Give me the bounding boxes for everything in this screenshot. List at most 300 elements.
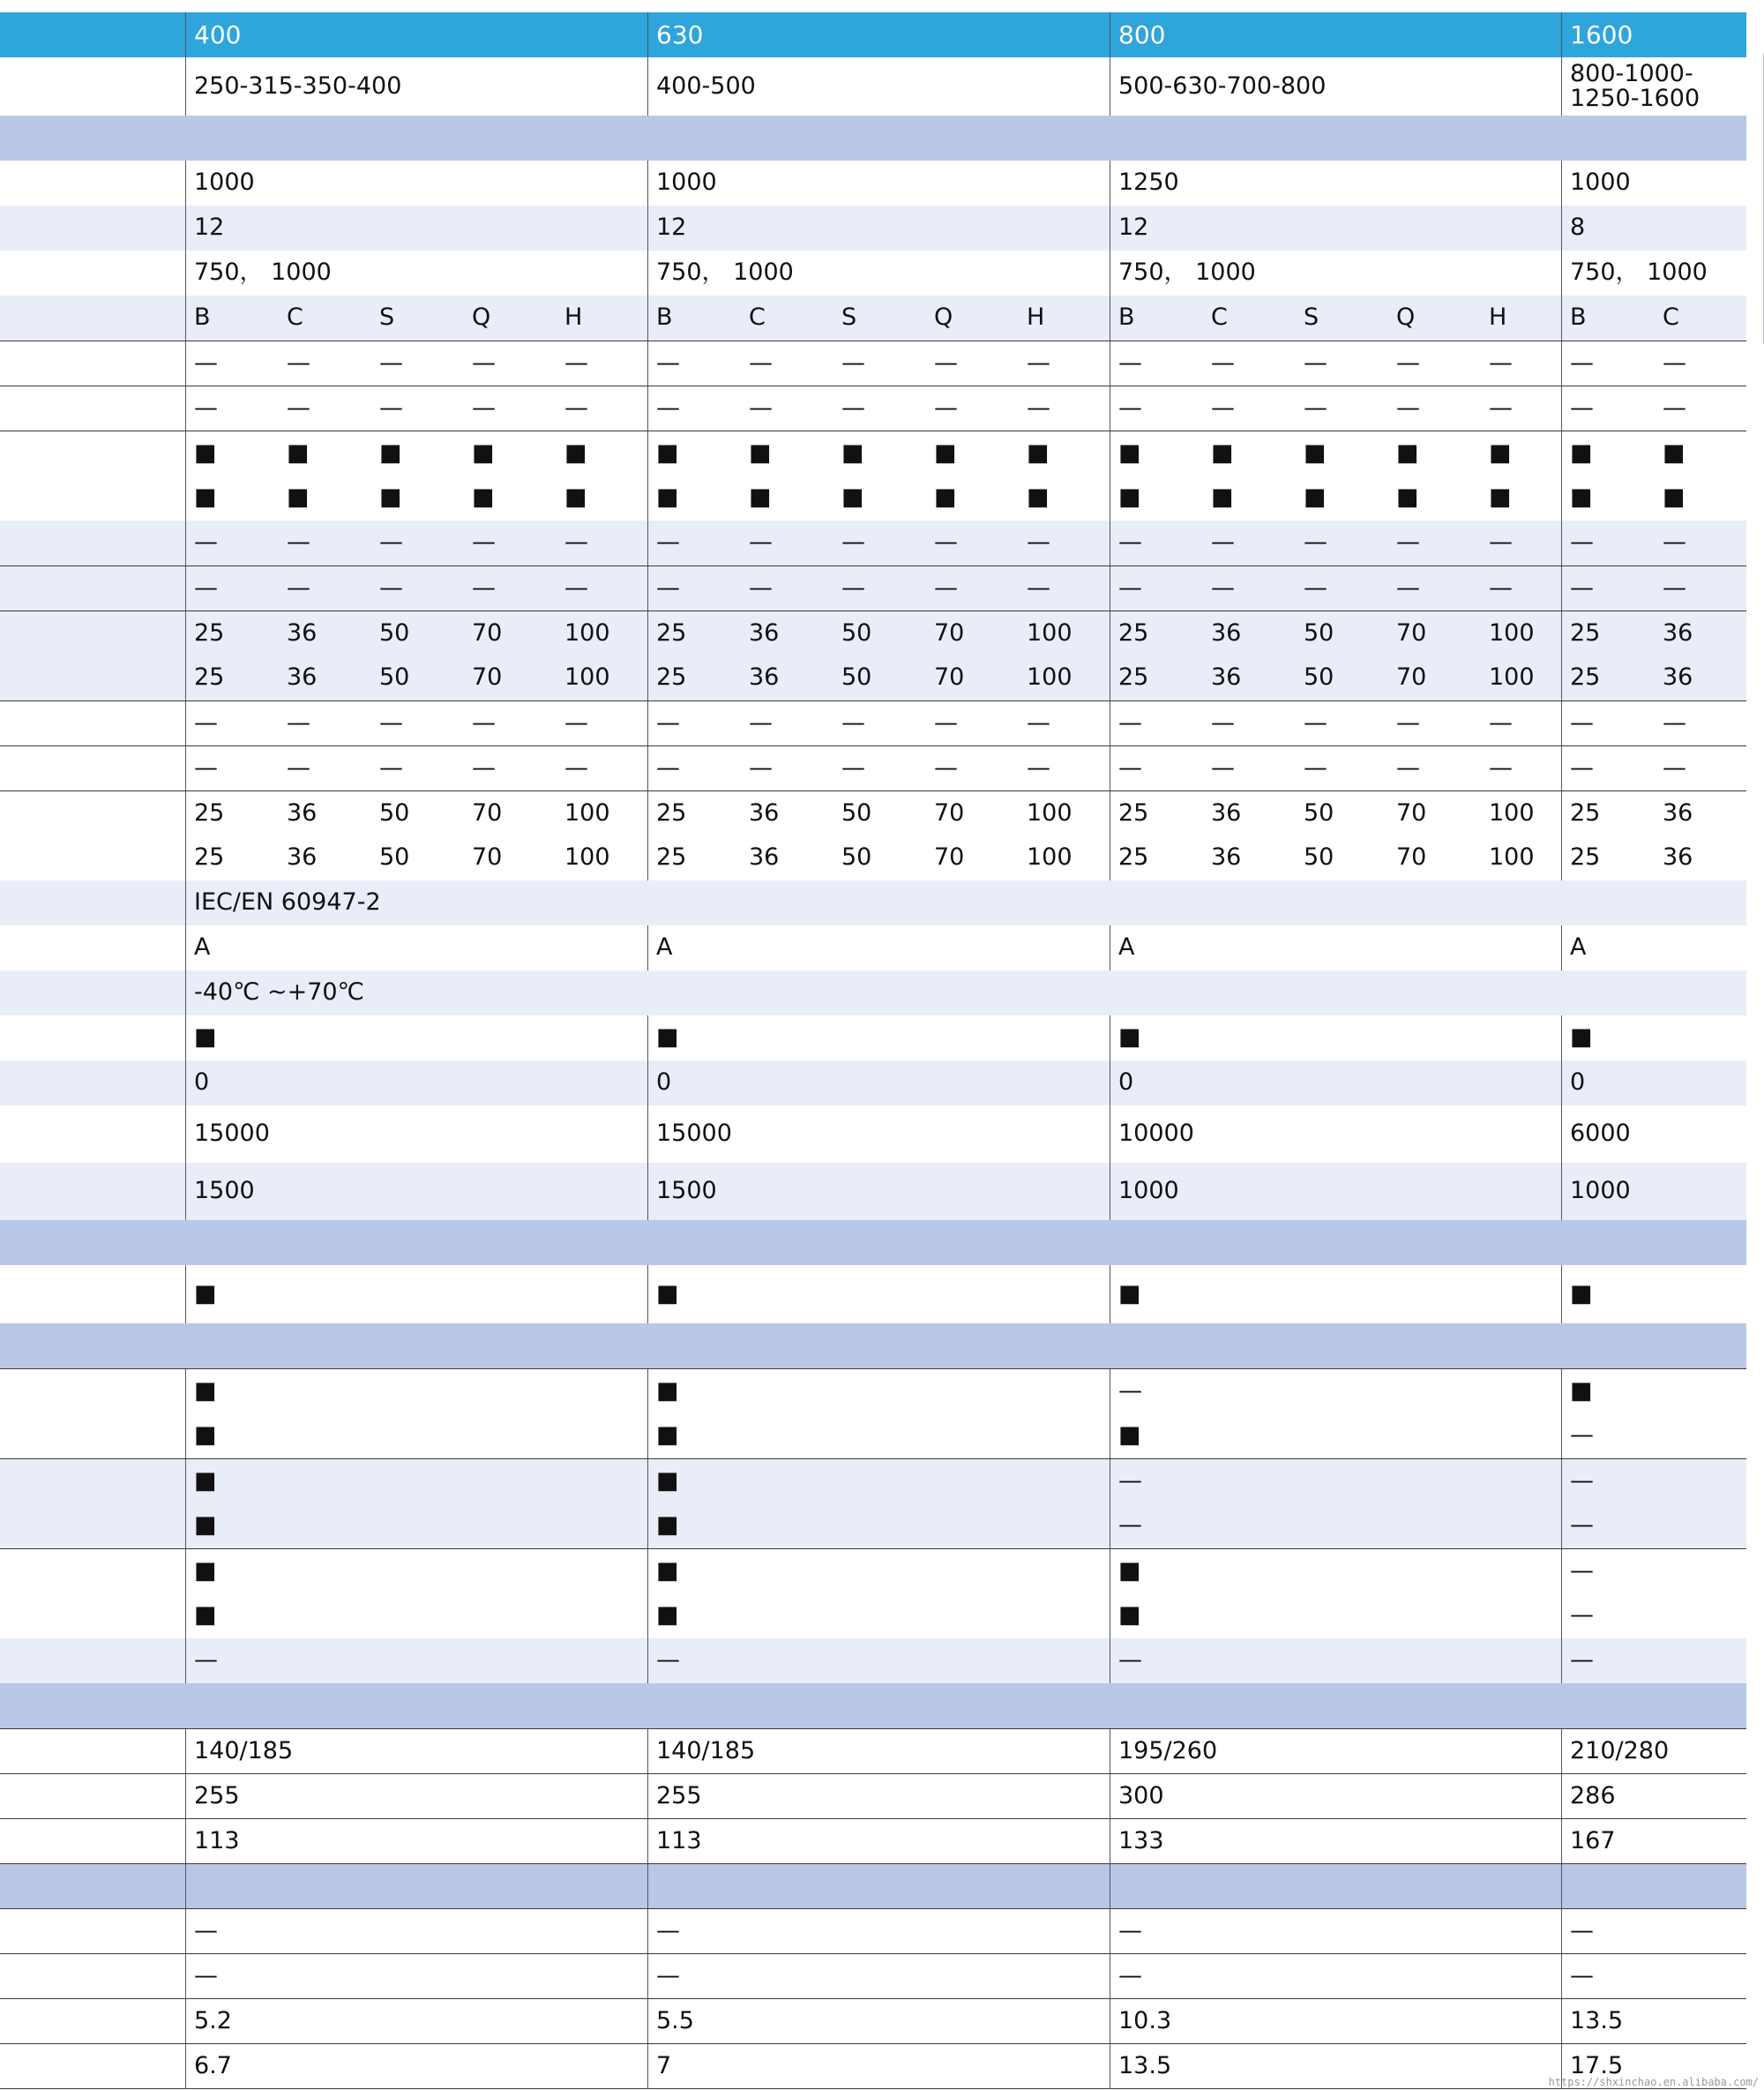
table-cell: 36 bbox=[1663, 798, 1693, 827]
table-cell: 100 bbox=[1489, 843, 1535, 872]
table-cell: S bbox=[379, 303, 395, 332]
table-cell: 500-630-700-800 bbox=[1118, 71, 1327, 100]
table-cell: S bbox=[1304, 303, 1319, 332]
table-cell: C bbox=[749, 303, 766, 332]
table-cell: ■ bbox=[1304, 438, 1327, 467]
table-cell: 210/280 bbox=[1570, 1736, 1670, 1764]
table-cell: — bbox=[1027, 348, 1050, 377]
table-cell: B bbox=[1118, 303, 1135, 332]
table-cell: ■ bbox=[1118, 438, 1141, 467]
table-cell: — bbox=[1211, 753, 1235, 782]
table-cell: — bbox=[1027, 393, 1050, 422]
table-cell: — bbox=[749, 348, 773, 377]
table-cell: — bbox=[749, 528, 773, 557]
table-cell: — bbox=[1570, 1511, 1594, 1539]
table-row bbox=[0, 880, 1746, 925]
table-cell: — bbox=[749, 753, 773, 782]
table-cell: 13.5 bbox=[1118, 2051, 1172, 2079]
table-cell: ■ bbox=[934, 438, 957, 467]
table-cell: 100 bbox=[1489, 663, 1535, 692]
table-cell: 25 bbox=[1570, 663, 1601, 692]
table-cell: 5.5 bbox=[656, 2006, 694, 2034]
table-cell: — bbox=[1211, 528, 1235, 557]
table-cell: 133 bbox=[1118, 1826, 1164, 1854]
table-cell: 36 bbox=[1211, 618, 1242, 647]
table-cell: 100 bbox=[564, 798, 610, 827]
table-cell: 100 bbox=[1489, 798, 1535, 827]
table-row bbox=[0, 1953, 1746, 1998]
table-cell: ■ bbox=[1570, 1376, 1593, 1405]
table-cell: S bbox=[841, 303, 857, 332]
table-cell: — bbox=[656, 528, 680, 557]
table-cell: 0 bbox=[656, 1068, 672, 1097]
table-cell: ■ bbox=[194, 1376, 217, 1405]
table-cell: 300 bbox=[1118, 1781, 1164, 1809]
table-cell: 0 bbox=[1118, 1068, 1134, 1097]
table-row bbox=[0, 251, 1746, 296]
table-cell: 70 bbox=[472, 843, 503, 872]
table-cell: — bbox=[1489, 708, 1513, 737]
table-cell: — bbox=[1570, 393, 1594, 422]
table-cell: 100 bbox=[1489, 618, 1535, 647]
table-cell: — bbox=[1211, 708, 1235, 737]
table-cell: — bbox=[379, 393, 403, 422]
table-cell: — bbox=[1489, 393, 1513, 422]
table-cell: — bbox=[1118, 1916, 1142, 1944]
table-cell: 25 bbox=[1118, 798, 1149, 827]
table-cell: — bbox=[934, 348, 958, 377]
table-cell: — bbox=[379, 573, 403, 602]
table-row bbox=[0, 1908, 1746, 1953]
table-cell: ■ bbox=[656, 483, 679, 512]
table-cell: — bbox=[194, 753, 218, 782]
table-cell: ■ bbox=[1118, 1023, 1141, 1052]
table-cell: C bbox=[1211, 303, 1228, 332]
table-cell: 25 bbox=[656, 663, 687, 692]
table-cell: — bbox=[841, 393, 865, 422]
table-cell: 70 bbox=[934, 663, 965, 692]
table-cell: Q bbox=[934, 303, 953, 332]
table-cell: 50 bbox=[841, 843, 872, 872]
table-cell: IEC/EN 60947-2 bbox=[194, 888, 381, 917]
table-cell: — bbox=[1118, 1376, 1142, 1405]
table-cell: 25 bbox=[194, 618, 225, 647]
table-cell: 50 bbox=[379, 798, 410, 827]
table-cell: ■ bbox=[1570, 1023, 1593, 1052]
table-cell: ■ bbox=[841, 483, 864, 512]
table-cell: 140/185 bbox=[656, 1736, 756, 1764]
table-cell: — bbox=[934, 708, 958, 737]
table-cell: — bbox=[379, 708, 403, 737]
table-cell: 25 bbox=[1570, 618, 1601, 647]
table-row bbox=[0, 1593, 1746, 1638]
table-cell: — bbox=[194, 708, 218, 737]
table-cell: — bbox=[1570, 1556, 1594, 1584]
table-cell: 25 bbox=[656, 618, 687, 647]
table-cell: 50 bbox=[1304, 663, 1334, 692]
table-cell: — bbox=[841, 573, 865, 602]
table-cell: 70 bbox=[1396, 663, 1427, 692]
table-cell: — bbox=[1396, 573, 1420, 602]
table-row bbox=[0, 341, 1746, 386]
table-cell: — bbox=[287, 393, 310, 422]
table-cell: ■ bbox=[1396, 483, 1419, 512]
table-row bbox=[0, 745, 1746, 790]
table-row bbox=[0, 1503, 1746, 1548]
table-row bbox=[0, 1818, 1746, 1863]
table-cell: 8 bbox=[1570, 213, 1586, 242]
table-cell: 6000 bbox=[1570, 1120, 1631, 1148]
table-cell: — bbox=[472, 753, 496, 782]
frame-400-header: 400 bbox=[194, 19, 242, 49]
section-row bbox=[0, 1683, 1746, 1728]
table-cell: — bbox=[1570, 1961, 1594, 1989]
table-row bbox=[0, 296, 1746, 341]
table-row bbox=[0, 386, 1746, 431]
watermark-url: https://shxinchao.en.alibaba.com/ bbox=[1548, 2076, 1759, 2088]
table-cell: — bbox=[1118, 573, 1142, 602]
table-cell: 36 bbox=[1663, 843, 1693, 872]
table-cell: — bbox=[1663, 528, 1686, 557]
table-cell: ■ bbox=[656, 1601, 679, 1629]
table-cell: 113 bbox=[656, 1826, 702, 1854]
table-cell: 1000 bbox=[1570, 169, 1631, 197]
table-cell: 100 bbox=[1027, 663, 1073, 692]
table-cell: C bbox=[1663, 303, 1679, 332]
table-row bbox=[0, 431, 1746, 476]
table-cell: — bbox=[1118, 1466, 1142, 1494]
table-cell: 36 bbox=[749, 798, 780, 827]
table-cell: 36 bbox=[287, 663, 318, 692]
table-cell: ■ bbox=[379, 438, 402, 467]
table-cell: — bbox=[194, 393, 218, 422]
table-cell: 36 bbox=[749, 843, 780, 872]
table-cell: — bbox=[1396, 708, 1420, 737]
table-cell: 70 bbox=[472, 798, 503, 827]
table-row bbox=[0, 521, 1746, 566]
table-cell: 100 bbox=[564, 843, 610, 872]
table-cell: — bbox=[564, 528, 588, 557]
table-cell: ■ bbox=[194, 1466, 217, 1494]
table-cell: — bbox=[379, 528, 403, 557]
table-cell: 36 bbox=[1211, 798, 1242, 827]
table-cell: — bbox=[1663, 708, 1686, 737]
table-cell: 12 bbox=[1118, 213, 1149, 242]
table-cell: 250-315-350-400 bbox=[194, 71, 402, 100]
table-cell: 25 bbox=[1570, 843, 1601, 872]
table-cell: — bbox=[1489, 573, 1513, 602]
table-cell: 25 bbox=[1118, 843, 1149, 872]
table-cell: 100 bbox=[1027, 843, 1073, 872]
table-cell: — bbox=[749, 393, 773, 422]
table-row bbox=[0, 57, 1746, 116]
table-cell: — bbox=[287, 708, 310, 737]
table-cell: 800-1000- 1250-1600 bbox=[1570, 59, 1700, 112]
table-cell: ■ bbox=[1211, 438, 1234, 467]
table-body bbox=[0, 57, 1746, 2089]
table-cell: — bbox=[841, 708, 865, 737]
table-cell: 36 bbox=[1211, 663, 1242, 692]
table-cell: 0 bbox=[194, 1068, 210, 1097]
table-row bbox=[0, 1105, 1746, 1163]
table-row bbox=[0, 1548, 1746, 1593]
table-cell: ■ bbox=[1570, 1279, 1593, 1307]
table-cell: — bbox=[934, 528, 958, 557]
table-cell: — bbox=[287, 573, 310, 602]
table-cell: — bbox=[656, 1646, 680, 1674]
table-cell: 50 bbox=[1304, 618, 1334, 647]
table-cell: — bbox=[1570, 573, 1594, 602]
table-cell: — bbox=[194, 573, 218, 602]
table-cell: ■ bbox=[472, 438, 495, 467]
table-cell: 400-500 bbox=[656, 71, 756, 100]
table-cell: — bbox=[379, 348, 403, 377]
table-cell: Q bbox=[472, 303, 491, 332]
table-cell: ■ bbox=[656, 438, 679, 467]
table-cell bbox=[1570, 1864, 1746, 1908]
table-cell: 50 bbox=[379, 843, 410, 872]
table-bottom-border bbox=[0, 2088, 1746, 2089]
table-cell: 25 bbox=[194, 843, 225, 872]
table-cell: — bbox=[1396, 528, 1420, 557]
table-cell: — bbox=[1396, 753, 1420, 782]
table-cell: ■ bbox=[749, 438, 772, 467]
table-cell: ■ bbox=[194, 1511, 217, 1539]
table-cell: 50 bbox=[841, 798, 872, 827]
table-cell: — bbox=[1118, 1646, 1142, 1674]
table-row bbox=[0, 835, 1746, 880]
table-cell: — bbox=[656, 1916, 680, 1944]
table-cell: — bbox=[1027, 528, 1050, 557]
table-cell: 36 bbox=[1663, 663, 1693, 692]
section-row bbox=[0, 1863, 1746, 1908]
table-cell: 36 bbox=[1663, 618, 1693, 647]
table-cell: — bbox=[1304, 708, 1327, 737]
table-cell: 25 bbox=[656, 843, 687, 872]
table-cell: H bbox=[564, 303, 583, 332]
table-cell: 36 bbox=[287, 618, 318, 647]
table-cell: ■ bbox=[841, 438, 864, 467]
table-cell: — bbox=[1396, 393, 1420, 422]
table-cell: — bbox=[287, 753, 310, 782]
table-cell: 167 bbox=[1570, 1826, 1616, 1854]
table-cell: — bbox=[1027, 573, 1050, 602]
table-cell: 25 bbox=[194, 798, 225, 827]
table-cell: — bbox=[379, 753, 403, 782]
table-cell: Q bbox=[1396, 303, 1416, 332]
table-cell: — bbox=[194, 1961, 218, 1989]
table-cell: ■ bbox=[656, 1421, 679, 1450]
table-cell: ■ bbox=[472, 483, 495, 512]
table-cell: — bbox=[472, 393, 496, 422]
table-cell: ■ bbox=[564, 438, 587, 467]
table-row bbox=[0, 2043, 1746, 2088]
table-cell: 50 bbox=[379, 618, 410, 647]
table-cell: — bbox=[1570, 753, 1594, 782]
table-cell: — bbox=[1663, 393, 1686, 422]
table-cell: 113 bbox=[194, 1826, 240, 1854]
table-cell: ■ bbox=[1570, 438, 1593, 467]
section-row bbox=[0, 116, 1746, 161]
table-row bbox=[0, 1265, 1746, 1323]
table-cell: — bbox=[287, 528, 310, 557]
table-cell: — bbox=[194, 1916, 218, 1944]
table-cell: — bbox=[564, 393, 588, 422]
table-cell: C bbox=[287, 303, 303, 332]
table-cell: 255 bbox=[656, 1781, 702, 1809]
table-cell: ■ bbox=[1118, 1421, 1141, 1450]
table-row bbox=[0, 1998, 1746, 2043]
table-cell: — bbox=[934, 753, 958, 782]
table-cell: — bbox=[1118, 393, 1142, 422]
table-cell: 70 bbox=[472, 618, 503, 647]
table-cell: 50 bbox=[841, 663, 872, 692]
table-cell: 25 bbox=[1570, 798, 1601, 827]
table-cell: 7 bbox=[656, 2051, 672, 2079]
table-cell: — bbox=[749, 573, 773, 602]
table-cell: A bbox=[656, 933, 673, 962]
table-cell: 36 bbox=[287, 798, 318, 827]
table-cell: — bbox=[1489, 753, 1513, 782]
table-cell: — bbox=[1570, 1421, 1594, 1450]
table-cell: ■ bbox=[1489, 483, 1512, 512]
table-cell: — bbox=[194, 348, 218, 377]
table-row bbox=[0, 1060, 1746, 1105]
table-cell: 10000 bbox=[1118, 1120, 1194, 1148]
table-cell: ■ bbox=[287, 483, 310, 512]
section-row bbox=[0, 1220, 1746, 1265]
table-cell: 36 bbox=[287, 843, 318, 872]
table-cell: — bbox=[1211, 393, 1235, 422]
table-cell: — bbox=[749, 708, 773, 737]
table-cell: 12 bbox=[656, 213, 687, 242]
table-cell: 36 bbox=[1211, 843, 1242, 872]
table-cell: — bbox=[841, 348, 865, 377]
table-cell: — bbox=[1211, 348, 1235, 377]
table-row bbox=[0, 790, 1746, 835]
table-cell: — bbox=[564, 348, 588, 377]
table-cell: — bbox=[656, 573, 680, 602]
table-cell: — bbox=[934, 573, 958, 602]
table-cell: — bbox=[1663, 573, 1686, 602]
table-cell: 50 bbox=[841, 618, 872, 647]
table-cell: 750， 1000 bbox=[194, 258, 332, 287]
header-row bbox=[0, 12, 1746, 57]
table-cell: — bbox=[1118, 528, 1142, 557]
table-row bbox=[0, 161, 1746, 206]
table-cell: ■ bbox=[379, 483, 402, 512]
table-cell: — bbox=[564, 708, 588, 737]
table-cell: 1000 bbox=[1118, 1177, 1179, 1205]
table-cell: 286 bbox=[1570, 1781, 1616, 1809]
table-cell: — bbox=[472, 528, 496, 557]
table-cell: 25 bbox=[194, 663, 225, 692]
table-cell: ■ bbox=[749, 483, 772, 512]
table-cell: — bbox=[1663, 753, 1686, 782]
table-cell: — bbox=[1663, 348, 1686, 377]
table-cell: — bbox=[1118, 348, 1142, 377]
table-cell: 10.3 bbox=[1118, 2006, 1172, 2034]
table-cell: 50 bbox=[379, 663, 410, 692]
table-cell: — bbox=[472, 573, 496, 602]
table-cell: 50 bbox=[1304, 843, 1334, 872]
table-cell: — bbox=[1570, 708, 1594, 737]
table-cell: 750， 1000 bbox=[1118, 258, 1256, 287]
table-cell: — bbox=[1570, 348, 1594, 377]
table-cell: ■ bbox=[1027, 483, 1050, 512]
table-cell: B bbox=[656, 303, 673, 332]
frame-630-header: 630 bbox=[656, 19, 704, 49]
table-cell: ■ bbox=[194, 483, 217, 512]
table-cell: 13.5 bbox=[1570, 2006, 1624, 2034]
table-cell: — bbox=[1304, 528, 1327, 557]
table-cell: 1000 bbox=[194, 169, 255, 197]
table-cell: 0 bbox=[1570, 1068, 1586, 1097]
table-cell: 70 bbox=[1396, 798, 1427, 827]
table-row bbox=[0, 476, 1746, 521]
table-cell: — bbox=[656, 1961, 680, 1989]
table-cell: 15000 bbox=[194, 1120, 270, 1148]
table-cell: ■ bbox=[194, 1556, 217, 1584]
frame-1600-header: 1600 bbox=[1570, 19, 1633, 49]
table-cell: 15000 bbox=[656, 1120, 732, 1148]
table-cell: 1000 bbox=[1570, 1177, 1631, 1205]
table-cell: ■ bbox=[194, 1421, 217, 1450]
table-cell: ■ bbox=[656, 1023, 679, 1052]
table-cell: ■ bbox=[656, 1556, 679, 1584]
table-cell: — bbox=[1027, 708, 1050, 737]
table-cell: 25 bbox=[1118, 663, 1149, 692]
table-row bbox=[0, 566, 1746, 611]
table-cell: 100 bbox=[564, 663, 610, 692]
table-cell: — bbox=[1118, 753, 1142, 782]
table-cell: ■ bbox=[656, 1279, 679, 1307]
table-row bbox=[0, 655, 1746, 700]
table-cell: ■ bbox=[194, 1023, 217, 1052]
table-cell: ■ bbox=[1027, 438, 1050, 467]
table-row bbox=[0, 970, 1746, 1015]
table-cell: — bbox=[1304, 573, 1327, 602]
table-cell: ■ bbox=[1211, 483, 1234, 512]
table-cell: 36 bbox=[749, 663, 780, 692]
table-cell: B bbox=[194, 303, 211, 332]
table-cell: 70 bbox=[934, 618, 965, 647]
table-row bbox=[0, 700, 1746, 745]
table-cell: ■ bbox=[194, 1279, 217, 1307]
table-cell: 255 bbox=[194, 1781, 240, 1809]
table-cell: ■ bbox=[564, 483, 587, 512]
table-cell: ■ bbox=[287, 438, 310, 467]
table-cell: — bbox=[841, 528, 865, 557]
table-cell: — bbox=[564, 753, 588, 782]
table-row bbox=[0, 925, 1746, 970]
table-cell: 5.2 bbox=[194, 2006, 232, 2034]
table-cell: — bbox=[1304, 393, 1327, 422]
table-cell: — bbox=[472, 348, 496, 377]
table-cell: 36 bbox=[749, 618, 780, 647]
table-cell: ■ bbox=[1304, 483, 1327, 512]
table-cell: -40℃ ~+70℃ bbox=[194, 978, 364, 1007]
table-cell: H bbox=[1027, 303, 1045, 332]
table-cell: 6.7 bbox=[194, 2051, 232, 2079]
table-cell: — bbox=[472, 708, 496, 737]
table-cell: — bbox=[194, 528, 218, 557]
table-cell: 1500 bbox=[194, 1177, 255, 1205]
table-cell: 1000 bbox=[656, 169, 717, 197]
table-row bbox=[0, 1163, 1746, 1220]
table-cell: 750， 1000 bbox=[656, 258, 794, 287]
table-cell: — bbox=[1304, 753, 1327, 782]
